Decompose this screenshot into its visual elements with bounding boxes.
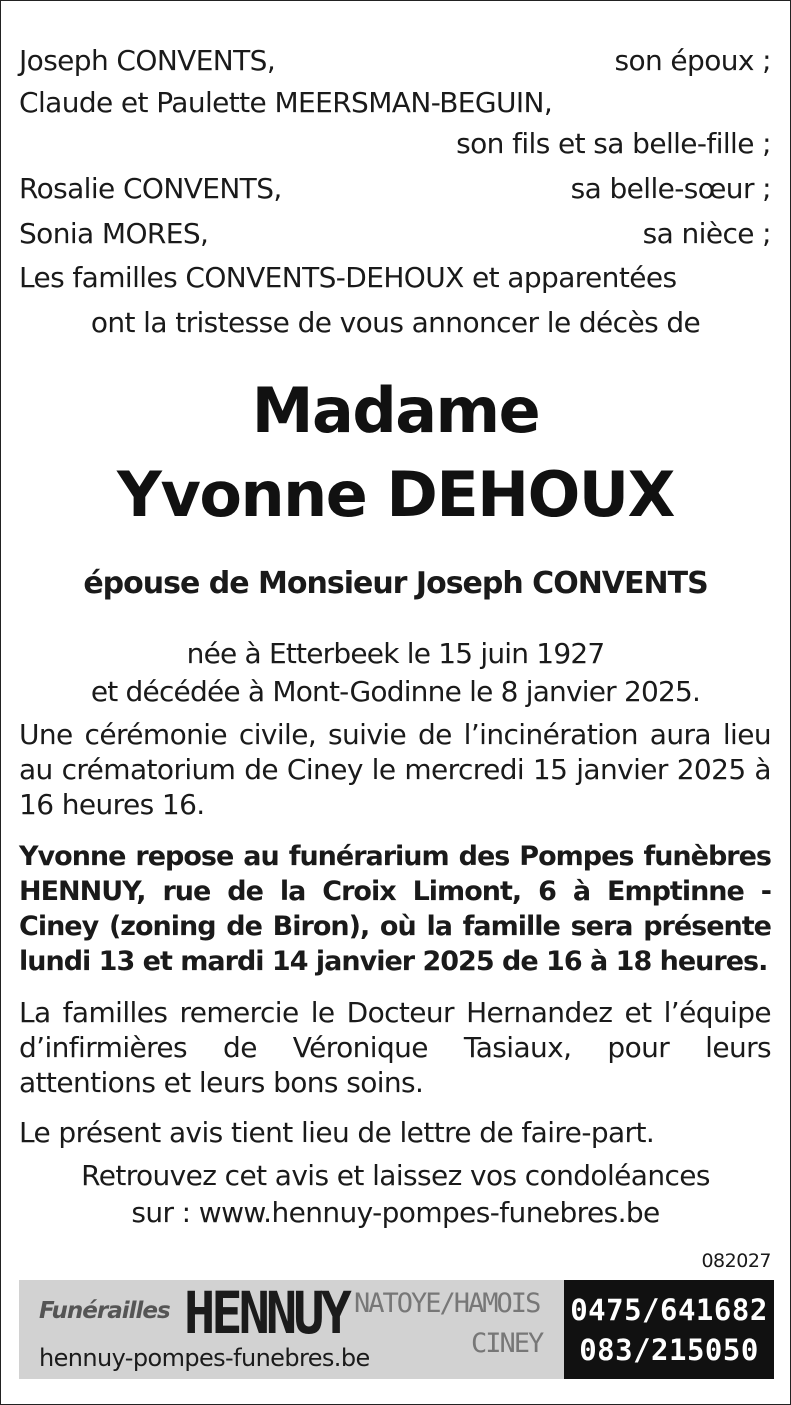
online-line-2: sur : www.hennuy-pompes-funebres.be [131,1196,660,1229]
thanks-paragraph: La familles remercie le Docteur Hernandez et l’équipe d’infirmières de Véronique Tasiaux, pour leurs attentions et leurs bons soins. [19,996,771,1099]
relative-name: Sonia MORES, [19,217,209,250]
deceased-name: Yvonne DEHOUX [117,458,674,531]
phone-block [564,1280,774,1379]
spouse-line: épouse de Monsieur Joseph CONVENTS [83,566,708,601]
death-line: et décédée à Mont-Godinne le 8 janvier 2025. [90,675,701,708]
online-line-1: Retrouvez cet avis et laissez vos condoléances [81,1159,710,1192]
relative-relation: sa nièce ; [642,217,771,250]
families-text: Les familles CONVENTS-DEHOUX et apparentées [19,261,677,294]
relative-name: Rosalie CONVENTS, [19,172,282,205]
birth-line: née à Etterbeek le 15 juin 1927 [186,637,605,670]
banner-locations-bottom: CINEY [471,1328,543,1359]
banner-website: hennuy-pompes-funebres.be [39,1344,370,1372]
relative-relation: son époux ; [614,44,771,77]
relative-name: Joseph CONVENTS, [19,44,276,77]
announcement: ont la tristesse de vous annoncer le décès de [90,306,701,339]
viewing-paragraph: Yvonne repose au funérarium des Pompes funèbres HENNUY, rue de la Croix Limont, 6 à Emptinne - Ciney (zoning de Biron), où la famille sera présente lundi 13 et mardi 14 janvier 2025 de 16 à 18 heures. [19,841,771,977]
banner-locations-top: NATOYE/HAMOIS [354,1288,540,1319]
relative-relation: sa belle-sœur ; [570,172,771,205]
brand-logo: HENNUY [184,1280,348,1348]
banner-prefix: Funérailles [39,1298,170,1324]
relative-relation: son fils et sa belle-fille ; [456,127,771,160]
relative-row [19,169,771,209]
relative-row [19,83,771,123]
funeral-home-banner [19,1280,774,1379]
phone-number-2: 083/215050 [579,1333,759,1367]
notice-paragraph: Le présent avis tient lieu de lettre de faire-part. [19,1116,655,1149]
relative-name: Claude et Paulette MEERSMAN-BEGUIN, [19,86,553,119]
families-line [19,258,771,298]
deceased-title: Madame [251,374,540,447]
reference-number: 082027 [701,1250,771,1272]
phone-number-1: 0475/641682 [570,1293,768,1327]
relative-row [19,214,771,254]
ceremony-paragraph: Une cérémonie civile, suivie de l’incinération aura lieu au crématorium de Ciney le mercredi 15 janvier 2025 à 16 heures 16. [19,718,771,821]
relative-row [19,41,771,81]
